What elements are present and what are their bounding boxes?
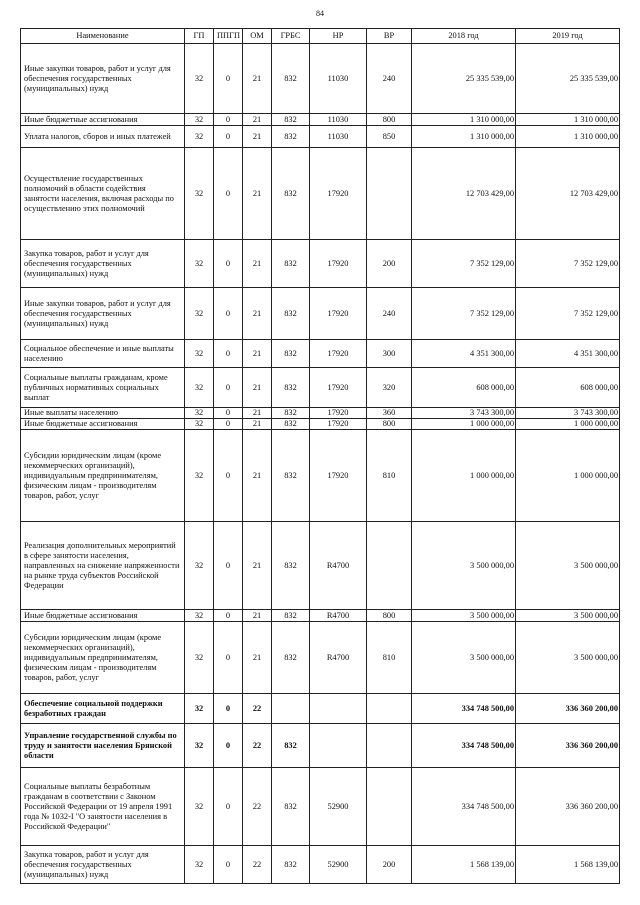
cell-om: 21 xyxy=(243,114,272,126)
cell-om: 21 xyxy=(243,126,272,148)
header-name: Наименование xyxy=(21,29,185,44)
cell-om: 21 xyxy=(243,622,272,694)
table-row xyxy=(21,288,620,340)
table-row xyxy=(21,368,620,408)
cell-vr: 810 xyxy=(367,622,412,694)
cell-ppgp: 0 xyxy=(214,846,243,884)
cell-name: Уплата налогов, сборов и иных платежей xyxy=(21,126,185,148)
cell-gp: 32 xyxy=(185,126,214,148)
cell-vr: 320 xyxy=(367,368,412,408)
cell-nr: 17920 xyxy=(310,340,367,368)
cell-grbs: 832 xyxy=(272,846,310,884)
cell-name: Социальные выплаты безработным гражданам в соответствии с Законом Российской Федерации от 19 апреля 1991 года № 1032-I "О занятости населения в Российской Федерации" xyxy=(21,768,185,846)
cell-nr: 17920 xyxy=(310,408,367,419)
cell-2018: 334 748 500,00 xyxy=(412,724,516,768)
cell-2018: 7 352 129,00 xyxy=(412,288,516,340)
table-row xyxy=(21,694,620,724)
table-row xyxy=(21,408,620,419)
cell-2019: 336 360 200,00 xyxy=(516,724,620,768)
cell-om: 22 xyxy=(243,846,272,884)
cell-name: Осуществление государственных полномочий в области содействия занятости населения, включая расходы по осуществлению этих полномочий xyxy=(21,148,185,240)
cell-ppgp: 0 xyxy=(214,126,243,148)
cell-2019: 3 500 000,00 xyxy=(516,522,620,610)
cell-2018: 334 748 500,00 xyxy=(412,768,516,846)
cell-om: 21 xyxy=(243,610,272,622)
cell-2019: 3 500 000,00 xyxy=(516,610,620,622)
cell-name: Иные бюджетные ассигнования xyxy=(21,114,185,126)
cell-grbs: 832 xyxy=(272,622,310,694)
table-header-row xyxy=(21,29,620,44)
table-row xyxy=(21,846,620,884)
cell-nr: 11030 xyxy=(310,126,367,148)
cell-grbs: 832 xyxy=(272,408,310,419)
cell-ppgp: 0 xyxy=(214,114,243,126)
cell-nr: 17920 xyxy=(310,288,367,340)
cell-2019: 1 000 000,00 xyxy=(516,419,620,430)
cell-name: Обеспечение социальной поддержки безработных граждан xyxy=(21,694,185,724)
cell-2018: 1 568 139,00 xyxy=(412,846,516,884)
cell-gp: 32 xyxy=(185,419,214,430)
cell-vr: 800 xyxy=(367,114,412,126)
cell-vr xyxy=(367,694,412,724)
cell-2019: 4 351 300,00 xyxy=(516,340,620,368)
cell-om: 21 xyxy=(243,408,272,419)
cell-grbs: 832 xyxy=(272,240,310,288)
cell-ppgp: 0 xyxy=(214,622,243,694)
cell-vr: 800 xyxy=(367,610,412,622)
cell-2019: 1 000 000,00 xyxy=(516,430,620,522)
cell-gp: 32 xyxy=(185,768,214,846)
cell-2019: 336 360 200,00 xyxy=(516,768,620,846)
cell-2019: 7 352 129,00 xyxy=(516,288,620,340)
cell-vr: 240 xyxy=(367,288,412,340)
cell-om: 21 xyxy=(243,522,272,610)
cell-gp: 32 xyxy=(185,148,214,240)
header-gp: ГП xyxy=(185,29,214,44)
cell-2019: 608 000,00 xyxy=(516,368,620,408)
header-2018: 2018 год xyxy=(412,29,516,44)
cell-ppgp: 0 xyxy=(214,724,243,768)
cell-nr: 11030 xyxy=(310,114,367,126)
cell-grbs: 832 xyxy=(272,610,310,622)
table-row xyxy=(21,44,620,114)
cell-grbs: 832 xyxy=(272,522,310,610)
cell-name: Иные бюджетные ассигнования xyxy=(21,419,185,430)
cell-nr: 17920 xyxy=(310,148,367,240)
cell-grbs: 832 xyxy=(272,419,310,430)
cell-grbs: 832 xyxy=(272,768,310,846)
cell-name: Иные закупки товаров, работ и услуг для обеспечения государственных (муниципальных) нужд xyxy=(21,288,185,340)
cell-nr: 17920 xyxy=(310,368,367,408)
cell-gp: 32 xyxy=(185,724,214,768)
cell-vr: 240 xyxy=(367,44,412,114)
cell-ppgp: 0 xyxy=(214,610,243,622)
cell-2019: 7 352 129,00 xyxy=(516,240,620,288)
cell-vr xyxy=(367,522,412,610)
cell-2018: 1 000 000,00 xyxy=(412,430,516,522)
cell-gp: 32 xyxy=(185,694,214,724)
cell-2018: 1 000 000,00 xyxy=(412,419,516,430)
header-vr: ВР xyxy=(367,29,412,44)
cell-nr: 17920 xyxy=(310,419,367,430)
cell-vr: 200 xyxy=(367,846,412,884)
cell-2018: 12 703 429,00 xyxy=(412,148,516,240)
cell-2019: 3 743 300,00 xyxy=(516,408,620,419)
cell-vr: 800 xyxy=(367,419,412,430)
table-row xyxy=(21,340,620,368)
cell-grbs xyxy=(272,694,310,724)
cell-nr: 17920 xyxy=(310,240,367,288)
cell-nr: 11030 xyxy=(310,44,367,114)
cell-name: Иные выплаты населению xyxy=(21,408,185,419)
cell-ppgp: 0 xyxy=(214,419,243,430)
cell-name: Управление государственной службы по труду и занятости населения Брянской области xyxy=(21,724,185,768)
cell-grbs: 832 xyxy=(272,724,310,768)
cell-name: Закупка товаров, работ и услуг для обеспечения государственных (муниципальных) нужд xyxy=(21,846,185,884)
table-row xyxy=(21,114,620,126)
cell-ppgp: 0 xyxy=(214,408,243,419)
cell-om: 21 xyxy=(243,368,272,408)
cell-ppgp: 0 xyxy=(214,148,243,240)
cell-2018: 3 500 000,00 xyxy=(412,610,516,622)
cell-vr: 850 xyxy=(367,126,412,148)
cell-grbs: 832 xyxy=(272,368,310,408)
cell-ppgp: 0 xyxy=(214,430,243,522)
cell-gp: 32 xyxy=(185,368,214,408)
cell-2019: 1 310 000,00 xyxy=(516,126,620,148)
cell-2018: 4 351 300,00 xyxy=(412,340,516,368)
table-row xyxy=(21,430,620,522)
cell-grbs: 832 xyxy=(272,288,310,340)
cell-name: Социальные выплаты гражданам, кроме публичных нормативных социальных выплат xyxy=(21,368,185,408)
cell-nr: R4700 xyxy=(310,622,367,694)
budget-table xyxy=(20,28,620,884)
cell-name: Иные бюджетные ассигнования xyxy=(21,610,185,622)
table-row xyxy=(21,768,620,846)
table-row xyxy=(21,610,620,622)
cell-name: Социальное обеспечение и иные выплаты населению xyxy=(21,340,185,368)
cell-nr xyxy=(310,694,367,724)
cell-nr: 52900 xyxy=(310,768,367,846)
cell-gp: 32 xyxy=(185,430,214,522)
cell-nr: R4700 xyxy=(310,610,367,622)
cell-gp: 32 xyxy=(185,288,214,340)
cell-gp: 32 xyxy=(185,240,214,288)
cell-vr: 360 xyxy=(367,408,412,419)
cell-2018: 7 352 129,00 xyxy=(412,240,516,288)
cell-ppgp: 0 xyxy=(214,768,243,846)
cell-gp: 32 xyxy=(185,114,214,126)
cell-2018: 3 500 000,00 xyxy=(412,622,516,694)
cell-om: 21 xyxy=(243,340,272,368)
cell-2019: 336 360 200,00 xyxy=(516,694,620,724)
page-number: 84 xyxy=(316,9,324,18)
cell-2019: 12 703 429,00 xyxy=(516,148,620,240)
cell-om: 21 xyxy=(243,44,272,114)
cell-grbs: 832 xyxy=(272,148,310,240)
cell-om: 22 xyxy=(243,768,272,846)
cell-nr: 17920 xyxy=(310,430,367,522)
cell-2018: 25 335 539,00 xyxy=(412,44,516,114)
cell-2018: 1 310 000,00 xyxy=(412,126,516,148)
cell-2018: 1 310 000,00 xyxy=(412,114,516,126)
cell-ppgp: 0 xyxy=(214,340,243,368)
cell-gp: 32 xyxy=(185,522,214,610)
cell-ppgp: 0 xyxy=(214,240,243,288)
table-row xyxy=(21,622,620,694)
cell-gp: 32 xyxy=(185,408,214,419)
cell-grbs: 832 xyxy=(272,430,310,522)
cell-2018: 334 748 500,00 xyxy=(412,694,516,724)
cell-gp: 32 xyxy=(185,340,214,368)
cell-ppgp: 0 xyxy=(214,288,243,340)
cell-name: Закупка товаров, работ и услуг для обеспечения государственных (муниципальных) нужд xyxy=(21,240,185,288)
cell-2019: 1 310 000,00 xyxy=(516,114,620,126)
cell-om: 22 xyxy=(243,694,272,724)
cell-ppgp: 0 xyxy=(214,368,243,408)
cell-2018: 3 500 000,00 xyxy=(412,522,516,610)
cell-om: 21 xyxy=(243,288,272,340)
header-nr: НР xyxy=(310,29,367,44)
cell-gp: 32 xyxy=(185,846,214,884)
cell-vr: 300 xyxy=(367,340,412,368)
cell-nr: 52900 xyxy=(310,846,367,884)
cell-2019: 25 335 539,00 xyxy=(516,44,620,114)
cell-grbs: 832 xyxy=(272,44,310,114)
cell-name: Субсидии юридическим лицам (кроме некоммерческих организаций), индивидуальным предпринимателям, физическим лицам - производителям товаров, работ, услуг xyxy=(21,430,185,522)
cell-2018: 3 743 300,00 xyxy=(412,408,516,419)
cell-nr xyxy=(310,724,367,768)
header-grbs: ГРБС xyxy=(272,29,310,44)
cell-vr xyxy=(367,768,412,846)
cell-name: Субсидии юридическим лицам (кроме некоммерческих организаций), индивидуальным предпринимателям, физическим лицам - производителям товаров, работ, услуг xyxy=(21,622,185,694)
table-row xyxy=(21,240,620,288)
cell-2018: 608 000,00 xyxy=(412,368,516,408)
cell-grbs: 832 xyxy=(272,126,310,148)
cell-nr: R4700 xyxy=(310,522,367,610)
table-row xyxy=(21,522,620,610)
cell-om: 22 xyxy=(243,724,272,768)
table-row xyxy=(21,419,620,430)
table-row xyxy=(21,126,620,148)
cell-gp: 32 xyxy=(185,622,214,694)
cell-vr xyxy=(367,724,412,768)
cell-2019: 3 500 000,00 xyxy=(516,622,620,694)
table-body xyxy=(21,44,620,884)
header-2019: 2019 год xyxy=(516,29,620,44)
cell-om: 21 xyxy=(243,148,272,240)
cell-grbs: 832 xyxy=(272,114,310,126)
cell-ppgp: 0 xyxy=(214,694,243,724)
cell-vr: 200 xyxy=(367,240,412,288)
cell-om: 21 xyxy=(243,419,272,430)
header-om: ОМ xyxy=(243,29,272,44)
header-ppgp: ППГП xyxy=(214,29,243,44)
cell-name: Реализация дополнительных мероприятий в сфере занятости населения, направленных на снижение напряженности на рынке труда субъектов Российской Федерации xyxy=(21,522,185,610)
table-row xyxy=(21,148,620,240)
cell-grbs: 832 xyxy=(272,340,310,368)
cell-name: Иные закупки товаров, работ и услуг для обеспечения государственных (муниципальных) нужд xyxy=(21,44,185,114)
cell-gp: 32 xyxy=(185,44,214,114)
cell-2019: 1 568 139,00 xyxy=(516,846,620,884)
cell-gp: 32 xyxy=(185,610,214,622)
table-row xyxy=(21,724,620,768)
cell-om: 21 xyxy=(243,240,272,288)
cell-ppgp: 0 xyxy=(214,44,243,114)
cell-vr: 810 xyxy=(367,430,412,522)
cell-ppgp: 0 xyxy=(214,522,243,610)
cell-vr xyxy=(367,148,412,240)
cell-om: 21 xyxy=(243,430,272,522)
